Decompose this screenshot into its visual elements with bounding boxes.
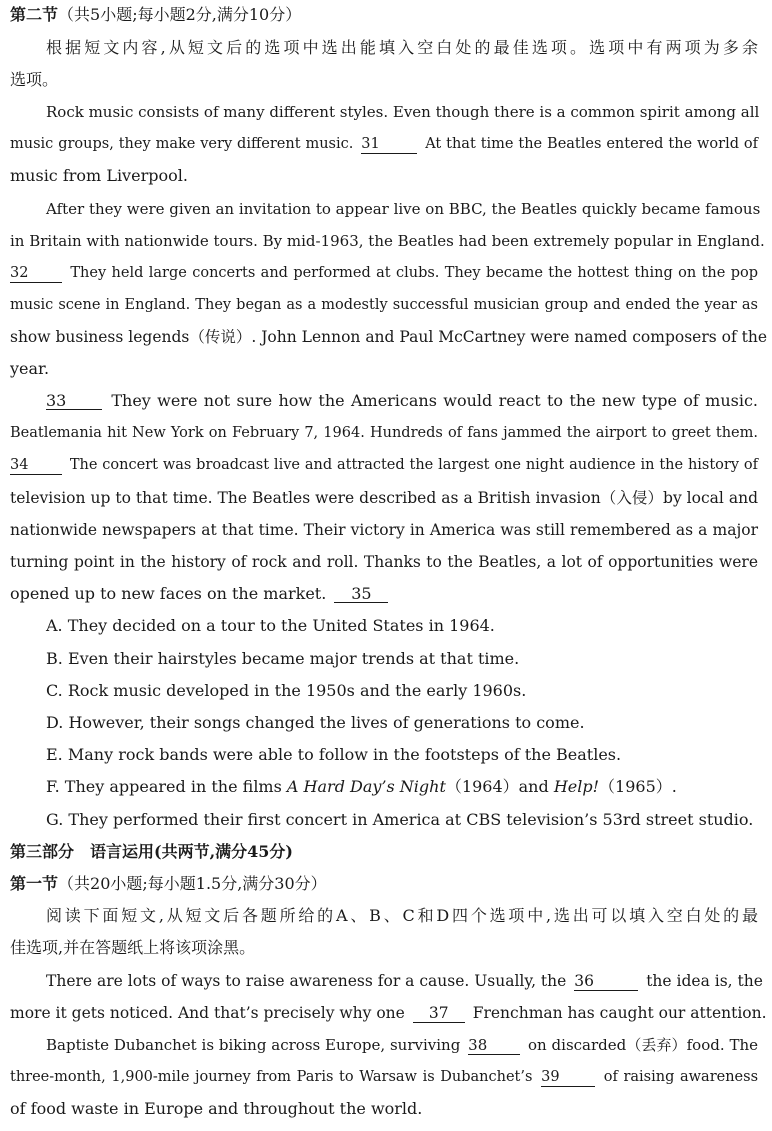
passage-line: [10, 584, 391, 604]
option-letter: B.: [46, 649, 63, 668]
option-g: [46, 810, 753, 830]
option-text: However, their songs changed the lives of generations to come.: [68, 713, 585, 732]
part3-instruction-cont: 佳选项,并在答题纸上将该项涂黑。: [10, 938, 256, 957]
passage2-line: [10, 1003, 767, 1023]
option-text: They performed their first concert in America at CBS television’s 53rd street studio.: [68, 810, 754, 829]
blank-39[interactable]: 39: [541, 1069, 595, 1087]
section2-heading-line: [10, 5, 301, 25]
option-letter: E.: [46, 745, 63, 764]
blank-36[interactable]: 36: [574, 973, 638, 991]
passage-line: music scene in England. They began as a modestly successful musician group and ended the year as: [10, 297, 758, 313]
passage-line: in Britain with nationwide tours. By mid-1963, the Beatles had been extremely popular in England.: [10, 232, 765, 250]
blank-31[interactable]: 31: [361, 136, 417, 154]
passage-line: Rock music consists of many different styles. Even though there is a common spirit among all: [46, 103, 760, 121]
passage-text: opened up to new faces on the market.: [10, 584, 327, 603]
passage-line: [10, 134, 758, 154]
passage-line: [10, 455, 758, 475]
passage2-line: [46, 971, 763, 991]
section2-heading: 第二节: [10, 5, 59, 24]
passage-line: [46, 391, 758, 411]
blank-32[interactable]: 32: [10, 265, 62, 283]
passage-text: They held large concerts and performed at clubs. They became the hottest thing on the pop: [70, 265, 759, 281]
film-year: （1965）.: [599, 777, 677, 796]
section2-heading-note: （共5小题;每小题2分,满分10分）: [58, 5, 302, 24]
passage-line: music from Liverpool.: [10, 166, 188, 185]
passage2-line: [46, 1035, 758, 1055]
option-letter: A.: [46, 616, 63, 635]
passage2-line: [10, 1067, 758, 1087]
option-f: [46, 777, 677, 797]
part3-instruction: 阅读下面短文,从短文后各题所给的A、B、C和D四个选项中,选出可以填入空白处的最: [46, 906, 758, 925]
film-title: Help!: [553, 777, 600, 796]
passage2-text: of raising awareness: [603, 1069, 759, 1085]
option-a: [46, 616, 495, 636]
part3-subheading-line: [10, 874, 327, 894]
passage-line: nationwide newspapers at that time. Their victory in America was still remembered as a major: [10, 521, 758, 539]
blank-33[interactable]: 33: [46, 392, 102, 410]
passage-line: [10, 263, 758, 283]
option-letter: C.: [46, 681, 63, 700]
part3-subheading: 第一节: [10, 874, 59, 893]
passage-line: Beatlemania hit New York on February 7, 1964. Hundreds of fans jammed the airport to greet them.: [10, 425, 758, 441]
passage-text: The concert was broadcast live and attracted the largest one night audience in the history of: [69, 457, 758, 473]
passage2-line: of food waste in Europe and throughout the world.: [10, 1099, 423, 1118]
passage2-text: There are lots of ways to raise awareness for a cause. Usually, the: [46, 972, 567, 990]
film-title: A Hard Day’s Night: [286, 777, 446, 796]
passage-line: After they were given an invitation to appear live on BBC, the Beatles quickly became famous: [46, 200, 761, 218]
blank-35[interactable]: 35: [334, 585, 388, 603]
passage-text: At that time the Beatles entered the world of: [425, 136, 759, 152]
passage2-text: Frenchman has caught our attention.: [472, 1004, 767, 1022]
passage2-text: Baptiste Dubanchet is biking across Europe, surviving: [46, 1036, 461, 1054]
option-d: [46, 713, 585, 733]
passage2-text: more it gets noticed. And that’s precisely why one: [10, 1004, 405, 1022]
passage-text: music groups, they make very different music.: [10, 136, 354, 152]
option-letter: D.: [46, 713, 64, 732]
film-year: （1964）and: [445, 777, 549, 796]
option-text: Rock music developed in the 1950s and the early 1960s.: [67, 681, 527, 700]
part3-subheading-note: （共20小题;每小题1.5分,满分30分）: [58, 874, 327, 893]
passage-line: year.: [10, 359, 50, 378]
passage-text: They were not sure how the Americans would react to the new type of music.: [111, 391, 758, 410]
passage-line: television up to that time. The Beatles were described as a British invasion（入侵）by local and: [10, 489, 758, 507]
blank-38[interactable]: 38: [468, 1037, 520, 1055]
section2-instruction: 根据短文内容,从短文后的选项中选出能填入空白处的最佳选项。选项中有两项为多余: [46, 38, 758, 57]
blank-37[interactable]: 37: [413, 1005, 465, 1023]
option-b: [46, 649, 519, 669]
option-c: [46, 681, 526, 701]
passage-line: turning point in the history of rock and roll. Thanks to the Beatles, a lot of opportunities were: [10, 553, 758, 571]
option-text: They decided on a tour to the United States in 1964.: [67, 616, 495, 635]
blank-34[interactable]: 34: [10, 457, 62, 475]
passage2-text: three-month, 1,900-mile journey from Paris to Warsaw is Dubanchet’s: [10, 1069, 533, 1085]
option-letter: F.: [46, 777, 60, 796]
passage-line: show business legends（传说）. John Lennon and Paul McCartney were named composers of the: [10, 328, 768, 346]
option-e: [46, 745, 621, 765]
passage2-text: on discarded（丢弃）food. The: [528, 1036, 758, 1054]
option-text: Many rock bands were able to follow in the footsteps of the Beatles.: [67, 745, 622, 764]
option-letter: G.: [46, 810, 64, 829]
option-text: They appeared in the films: [64, 777, 282, 796]
option-text: Even their hairstyles became major trends at that time.: [67, 649, 520, 668]
section2-instruction-cont: 选项。: [10, 70, 59, 89]
part3-heading: 第三部分 语言运用(共两节,满分45分): [10, 842, 293, 861]
passage2-text: the idea is, the: [646, 972, 763, 990]
